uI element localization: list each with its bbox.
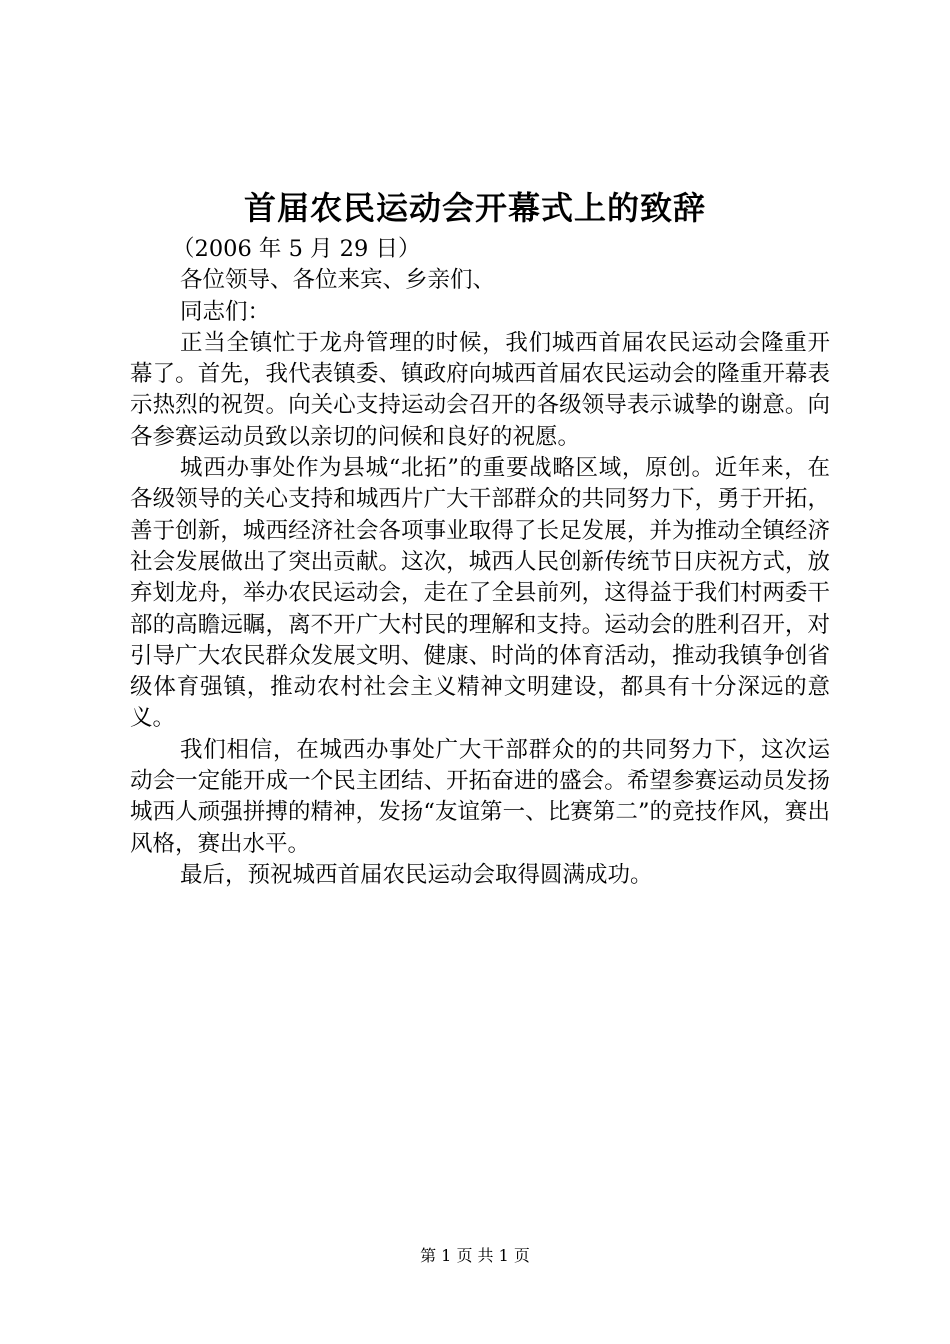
page-footer: 第 1 页 共 1 页	[420, 1246, 530, 1265]
document-body	[130, 234, 830, 891]
document-title: 首届农民运动会开幕式上的致辞	[243, 189, 706, 227]
paragraph-1: 正当全镇忙于龙舟管理的时候，我们城西首届农民运动会隆重开幕了。首先，我代表镇委、镇政府向城西首届农民运动会的隆重开幕表示热烈的祝贺。向关心支持运动会召开的各级领导表示诚挚的谢意。向各参赛运动员致以亲切的问候和良好的祝愿。	[130, 329, 830, 450]
date-line: （2006 年 5 月 29 日）	[172, 236, 421, 262]
salutation-line-2: 同志们：	[180, 298, 271, 325]
paragraph-3: 我们相信，在城西办事处广大干部群众的的共同努力下，这次运动会一定能开成一个民主团结、开拓奋进的盛会。希望参赛运动员发扬城西人顽强拼搏的精神，发扬“友谊第一、比赛第二”的竞技作风，赛出风格，赛出水平。	[130, 736, 830, 857]
paragraph-2: 城西办事处作为县城“北拓”的重要战略区域，原创。近年来，在各级领导的关心支持和城西片广大干部群众的共同努力下，勇于开拓，善于创新，城西经济社会各项事业取得了长足发展，并为推动全镇经济社会发展做出了突出贡献。这次，城西人民创新传统节日庆祝方式，放弃划龙舟，举办农民运动会，走在了全县前列，这得益于我们村两委干部的高瞻远瞩，离不开广大村民的理解和支持。运动会的胜利召开，对引导广大农民群众发展文明、健康、时尚的体育活动，推动我镇争创省级体育强镇，推动农村社会主义精神文明建设，都具有十分深远的意义。	[130, 455, 830, 732]
salutation-line-1: 各位领导、各位来宾、乡亲们、	[180, 267, 496, 294]
paragraph-4: 最后，预祝城西首届农民运动会取得圆满成功。	[180, 861, 653, 888]
